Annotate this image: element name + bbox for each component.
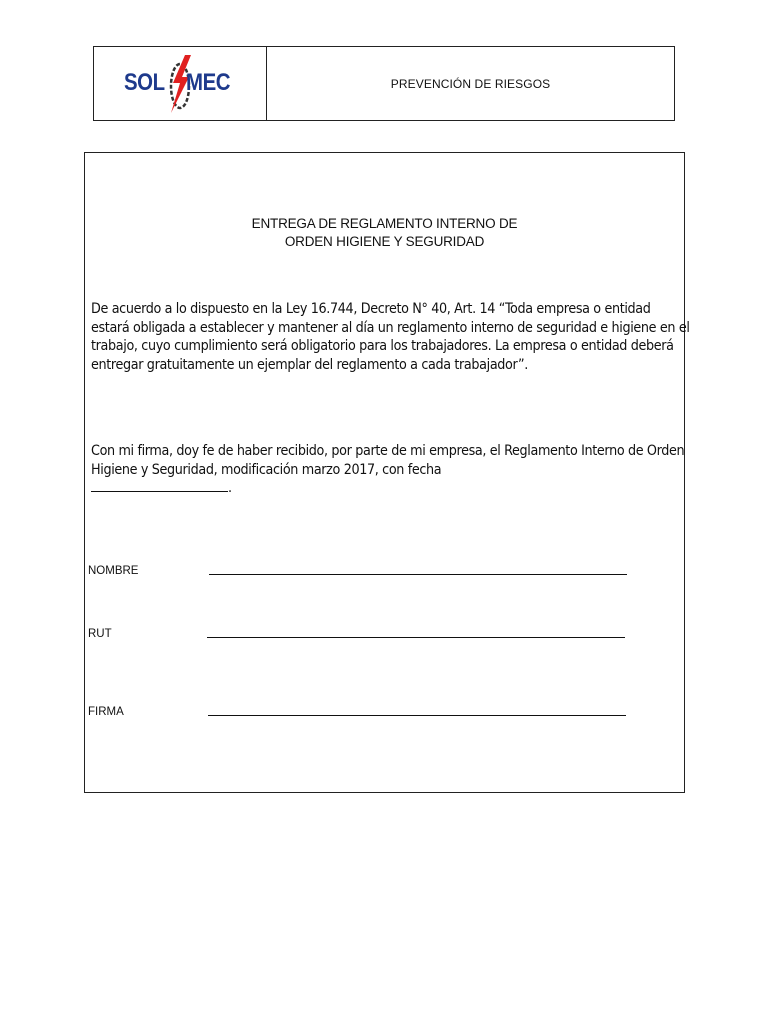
acknowledgement-paragraph: [91, 442, 691, 498]
firma-field: [88, 698, 648, 718]
document-body: [84, 152, 690, 793]
date-blank-line[interactable]: [91, 479, 228, 492]
rut-field: [88, 620, 648, 640]
logo-text-mec: MEC: [186, 69, 231, 96]
firma-label: FIRMA: [88, 706, 124, 718]
logo-text-sol: SOL: [124, 69, 165, 96]
firma-signature-line[interactable]: [208, 715, 626, 716]
nombre-field: [88, 557, 648, 577]
header-title: PREVENCIÓN DE RIESGOS: [390, 76, 551, 91]
document-header: [93, 46, 675, 121]
rut-signature-line[interactable]: [207, 637, 625, 638]
document-title-line-2: ORDEN HIGIENE Y SEGURIDAD: [284, 234, 485, 249]
nombre-label: NOMBRE: [88, 565, 139, 577]
acknowledgement-text: Con mi firma, doy fe de haber recibido, por parte de mi empresa, el Reglamento Interno de Orden Higiene y Seguridad, modificación marzo 2017, con fecha: [91, 443, 685, 478]
acknowledgement-end: .: [228, 480, 232, 497]
document-title-line-1: ENTREGA DE REGLAMENTO INTERNO DE: [251, 216, 518, 231]
document-title: [85, 215, 684, 251]
nombre-signature-line[interactable]: [209, 574, 627, 575]
legal-paragraph: De acuerdo a lo dispuesto en la Ley 16.744, Decreto N° 40, Art. 14 “Toda empresa o entidad estará obligada a establecer y mantener al día un reglamento interno de seguridad e higiene en el trabajo, cuyo cumplimiento será obligatorio para los trabajadores. La empresa o entidad deberá entregar gratuitamente un ejemplar del reglamento a cada trabajador”.: [91, 301, 690, 374]
company-logo: [94, 47, 267, 120]
rut-label: RUT: [88, 628, 112, 640]
